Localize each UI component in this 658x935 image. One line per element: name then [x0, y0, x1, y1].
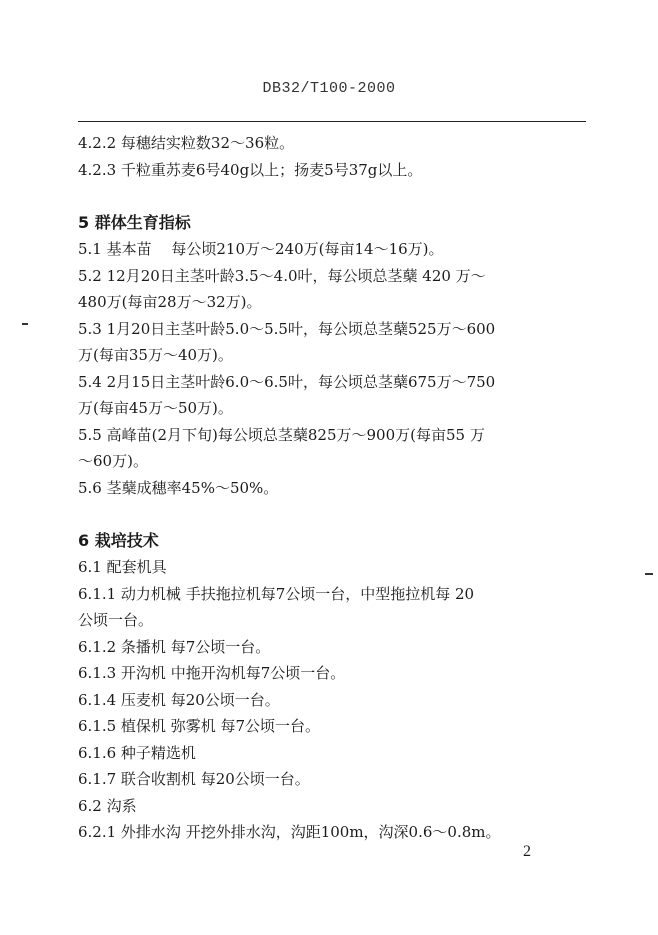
text-line: 6.2 沟系	[78, 796, 137, 815]
text-line: ～60万)。	[78, 452, 148, 470]
document-body	[78, 130, 588, 846]
blank-line	[78, 501, 588, 528]
text-line: 5.3 1月20日主茎叶龄5.0～5.5叶，每公顷总茎蘖525万～600	[78, 319, 496, 338]
scan-mark-left	[22, 323, 28, 325]
text-line: 万(每亩35万～40万)。	[78, 346, 233, 364]
scan-mark-right	[645, 573, 653, 575]
text-line: 6.1 配套机具	[78, 558, 167, 576]
section-heading: 6 栽培技术	[78, 530, 159, 550]
text-line: 6.1.6 种子精选机	[78, 743, 196, 762]
section-heading: 5 群体生育指标	[78, 212, 191, 232]
text-line: 4.2.2 每穗结实粒数32～36粒。	[78, 134, 295, 152]
text-line: 5.5 高峰苗(2月下旬)每公顷总茎蘖825万～900万(每亩55 万	[78, 425, 485, 444]
text-line: 万(每亩45万～50万)。	[78, 399, 233, 417]
text-line: 6.1.4 压麦机 每20公顷一台。	[78, 690, 280, 709]
text-line: 6.1.2 条播机 每7公顷一台。	[78, 637, 271, 656]
text-line: 6.1.7 联合收割机 每20公顷一台。	[78, 770, 310, 788]
header-rule	[78, 121, 586, 122]
text-line: 5.4 2月15日主茎叶龄6.0～6.5叶，每公顷总茎蘖675万～750	[78, 372, 496, 391]
text-line: 5.1 基本苗 每公顷210万～240万(每亩14～16万)。	[78, 240, 444, 258]
text-line: 480万(每亩28万～32万)。	[78, 293, 262, 311]
text-line: 6.1.1 动力机械 手扶拖拉机每7公顷一台，中型拖拉机每 20	[78, 584, 475, 603]
text-line: 公顷一台。	[78, 611, 154, 629]
document-header-code: DB32/T100-2000	[262, 80, 396, 97]
text-line: 6.1.3 开沟机 中拖开沟机每7公顷一台。	[78, 664, 346, 682]
page-number: 2	[523, 843, 531, 860]
text-line: 5.6 茎蘖成穗率45%～50%。	[78, 478, 279, 497]
text-line: 4.2.3 千粒重苏麦6号40g以上；扬麦5号37g以上。	[78, 160, 423, 179]
text-line: 6.1.5 植保机 弥雾机 每7公顷一台。	[78, 717, 321, 735]
text-line: 6.2.1 外排水沟 开挖外排水沟，沟距100m，沟深0.6～0.8m。	[78, 823, 501, 841]
text-line: 5.2 12月20日主茎叶龄3.5～4.0叶，每公顷总茎蘖 420 万～	[78, 266, 486, 285]
blank-line	[78, 183, 588, 210]
